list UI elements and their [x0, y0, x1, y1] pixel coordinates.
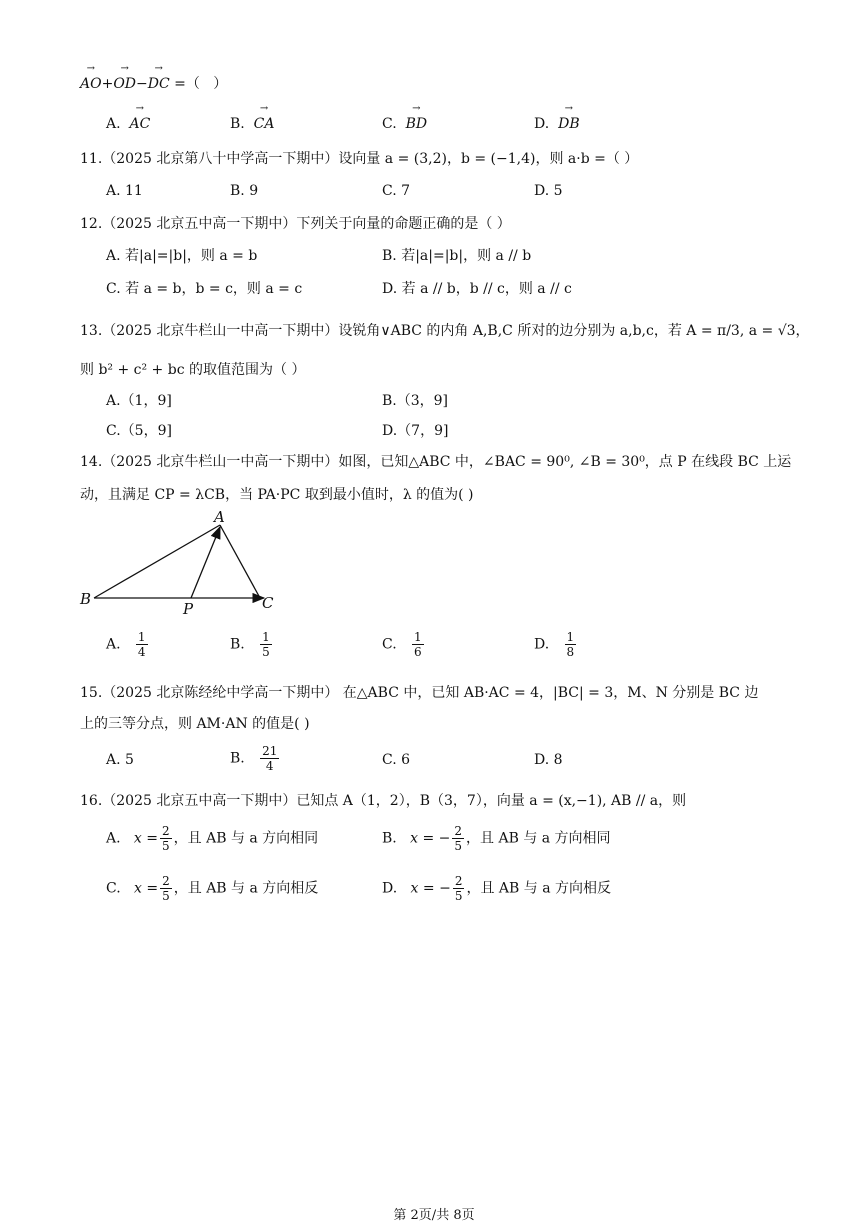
page-number-footer: 第 2页/共 8页 — [393, 1208, 475, 1223]
q14-option-d: D. $\frac{1}{8}$ — [534, 630, 575, 659]
q10-option-c: C. → BD — [382, 112, 427, 132]
q11-option-c: C. 7 — [382, 183, 411, 199]
q14-option-b: B. $\frac{1}{5}$ — [230, 630, 270, 659]
q11-option-b: B. 9 — [230, 183, 259, 199]
q10-option-d: D. → DB — [534, 112, 580, 132]
label-p: P — [183, 600, 194, 618]
label-a: A — [214, 508, 225, 526]
q16-option-d: D. x = − $\frac{2}{5}$ ，且 AB 与 a 方向相反 — [382, 874, 611, 903]
q15-stem-line2: 上的三等分点，则 AM·AN 的值是( ) — [80, 716, 310, 732]
q15-option-a: A. 5 — [106, 752, 134, 768]
q16-option-c: C. x = $\frac{2}{5}$ ，且 AB 与 a 方向相反 — [106, 874, 319, 903]
q13-option-d: D.（7，9] — [382, 423, 449, 439]
q13-option-b: B.（3，9] — [382, 393, 449, 409]
q12-option-d: D. 若 a // b，b // c，则 a // c — [382, 281, 572, 297]
q11-stem: 11.（2025 北京第八十中学高一下期中）设向量 a = (3,2)，b = (−1,4)，则 a·b =（ ） — [80, 151, 639, 167]
label-b: B — [80, 590, 92, 608]
q11-option-d: D. 5 — [534, 183, 563, 199]
q14-stem-line2: 动，且满足 CP = λCB，当 PA·PC 取到最小值时，λ 的值为( ) — [80, 487, 474, 503]
q16-option-b: B. x = − $\frac{2}{5}$ ，且 AB 与 a 方向相同 — [382, 824, 611, 853]
q13-stem-line2: 则 b² + c² + bc 的取值范围为（ ） — [80, 362, 306, 378]
q13-stem: 13.（2025 北京牛栏山一中高一下期中）设锐角∨ABC 的内角 A,B,C 所对的边分别为 a,b,c，若 A = π/3, a = √3， — [80, 323, 810, 339]
q13-option-a: A.（1，9] — [106, 393, 172, 409]
segment-ac — [220, 525, 260, 598]
segment-ba — [94, 525, 220, 598]
q15-stem: 15.（2025 北京陈经纶中学高一下期中） 在△ABC 中，已知 AB·AC = 4，|BC| = 3，M、N 分别是 BC 边 — [80, 685, 759, 701]
label-c: C — [262, 594, 274, 612]
q10-stem: → AO+→ OD−→ DC =（ ） — [80, 72, 227, 93]
q12-option-b: B. 若|a|=|b|，则 a // b — [382, 248, 532, 264]
q16-stem: 16.（2025 北京五中高一下期中）已知点 A（1，2），B（3，7），向量 a = (x,−1), AB // a，则 — [80, 793, 687, 809]
q10-option-a: A. → AC — [106, 112, 150, 132]
q13-option-c: C.（5，9] — [106, 423, 172, 439]
q10-option-b: B. → CA — [230, 112, 274, 132]
q15-option-c: C. 6 — [382, 752, 411, 768]
q12-option-a: A. 若|a|=|b|，则 a = b — [106, 248, 258, 264]
q14-option-a: A. $\frac{1}{4}$ — [106, 630, 146, 659]
q14-stem: 14.（2025 北京牛栏山一中高一下期中）如图，已知△ABC 中，∠BAC = 90⁰, ∠B = 30⁰，点 P 在线段 BC 上运 — [80, 454, 792, 470]
q16-option-a: A. x = $\frac{2}{5}$ ，且 AB 与 a 方向相同 — [106, 824, 319, 853]
q14-triangle-figure — [76, 508, 286, 618]
q11-option-a: A. 11 — [106, 183, 143, 199]
q15-option-b: B. $\frac{21}{4}$ — [230, 744, 278, 773]
q12-stem: 12.（2025 北京五中高一下期中）下列关于向量的命题正确的是（ ） — [80, 216, 511, 232]
vector-pa — [191, 527, 220, 598]
q15-option-d: D. 8 — [534, 752, 563, 768]
q14-option-c: C. $\frac{1}{6}$ — [382, 630, 422, 659]
q12-option-c: C. 若 a = b，b = c，则 a = c — [106, 281, 303, 297]
